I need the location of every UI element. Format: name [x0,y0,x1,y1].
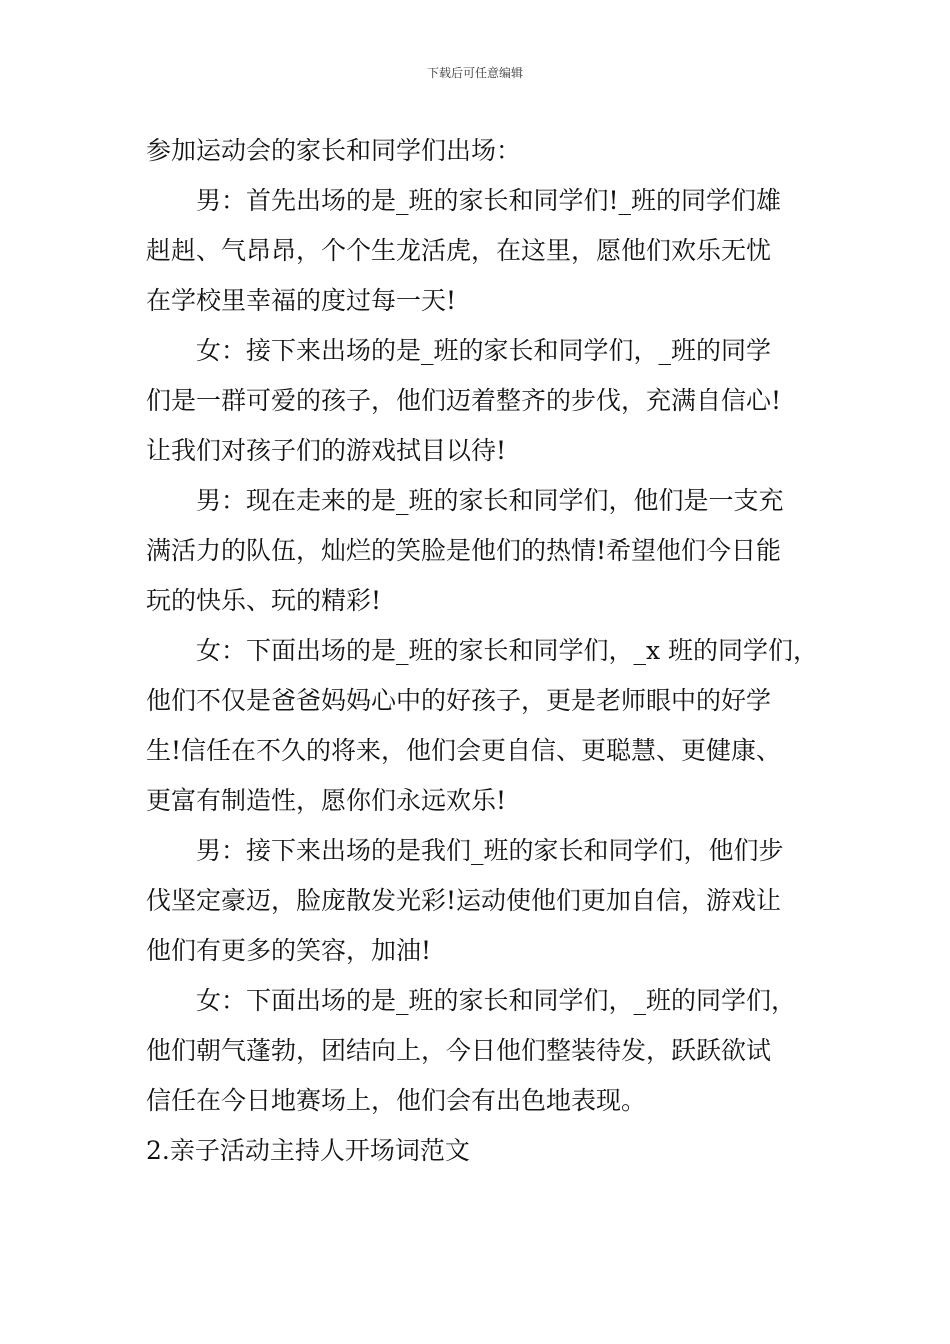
text-line: 参加运动会的家长和同学们出场： [146,136,522,165]
section-heading: 2.亲子活动主持人开场词范文 [146,1136,470,1165]
page-header: 下载后可任意编辑 [426,66,523,80]
text-line: 赳赳、气昂昂，个个生龙活虎，在这里，愿他们欢乐无忧 [146,236,772,265]
text-line: 他们不仅是爸爸妈妈心中的好孩子，更是老师眼中的好学 [146,686,772,715]
text-line: 女：下面出场的是_班的家长和同学们，_x 班的同学们， [196,636,819,665]
text-line: 玩的快乐、玩的精彩! [146,586,382,615]
text-line: 在学校里幸福的度过每一天! [146,286,457,315]
document-body [146,126,836,1176]
text-line: 他们朝气蓬勃，团结向上，今日他们整装待发，跃跃欲试 [146,1036,772,1065]
text-line: 他们有更多的笑容，加油! [146,936,432,965]
text-line: 伐坚定豪迈，脸庞散发光彩!运动使他们更加自信，游戏让 [146,886,782,915]
text-line: 生!信任在不久的将来，他们会更自信、更聪慧、更健康、 [146,736,782,765]
text-line: 满活力的队伍，灿烂的笑脸是他们的热情!希望他们今日能 [146,536,782,565]
text-line: 男：首先出场的是_班的家长和同学们!_班的同学们雄 [196,186,782,215]
text-line: 更富有制造性，愿你们永远欢乐! [146,786,507,815]
text-line: 女：接下来出场的是_班的家长和同学们，_班的同学 [196,336,772,365]
text-line: 们是一群可爱的孩子，他们迈着整齐的步伐，充满自信心! [146,386,782,415]
text-line: 男：接下来出场的是我们_班的家长和同学们，他们步 [196,836,784,865]
text-line: 信任在今日地赛场上，他们会有出色地表现。 [146,1086,647,1115]
text-line: 让我们对孩子们的游戏拭目以待! [146,436,507,465]
text-line: 女：下面出场的是_班的家长和同学们，_班的同学们， [196,986,797,1015]
text-line: 男：现在走来的是_班的家长和同学们，他们是一支充 [196,486,784,515]
